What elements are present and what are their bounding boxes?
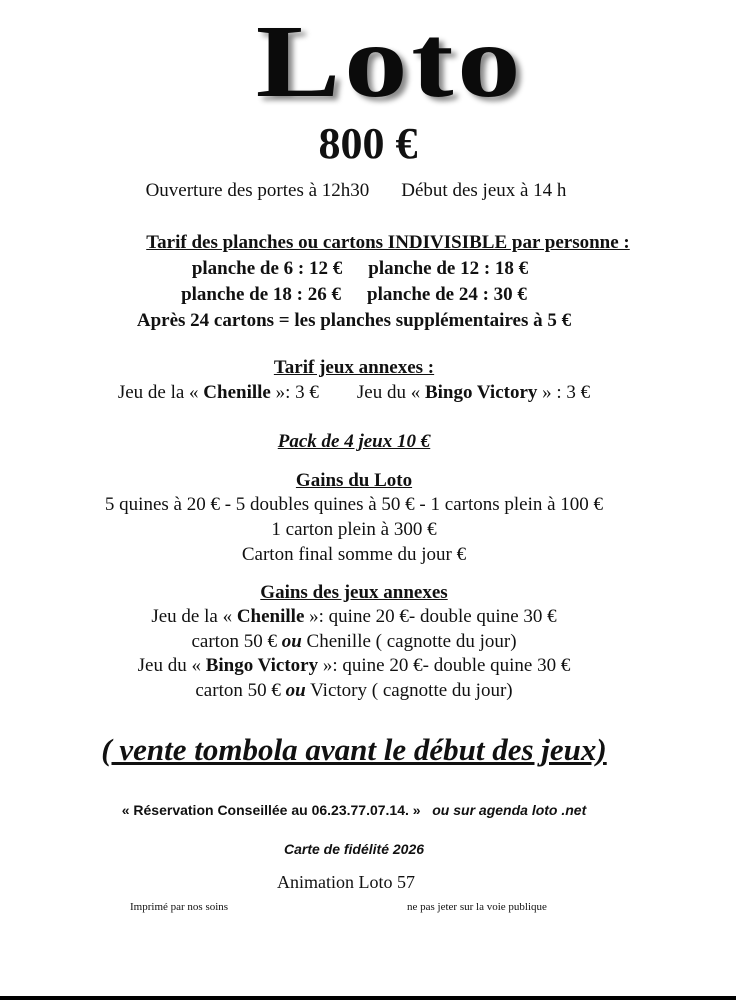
gains-loto-line: 1 carton plein à 300 €: [271, 519, 437, 540]
gains-bingo-line: Jeu du « Bingo Victory »: quine 20 €- double quine 30 €: [137, 655, 571, 676]
gains-annexes-header: Gains des jeux annexes: [260, 582, 448, 603]
annexes-prices: [0, 380, 722, 406]
annexes-header: Tarif jeux annexes :: [273, 357, 435, 378]
tarif-after-24: Après 24 cartons = les planches supplémentaires à 5 €: [136, 310, 572, 331]
door-opening-time: Ouverture des portes à 12h30: [145, 180, 370, 201]
loyalty-card: Carte de fidélité 2026: [283, 841, 425, 857]
gains-loto-header: Gains du Loto: [295, 470, 413, 491]
hours-line: [0, 178, 724, 204]
bottom-border: [0, 996, 736, 1000]
reservation-website: ou sur agenda loto .net: [432, 802, 587, 818]
poster-title: Loto: [255, 4, 525, 119]
pack-offer: Pack de 4 jeux 10 €: [277, 431, 431, 452]
annexes-bingo-price: Jeu du « Bingo Victory » : 3 €: [356, 382, 591, 403]
printed-note: Imprimé par nos soins: [130, 901, 229, 913]
tarif-planche-24: planche de 24 : 30 €: [367, 284, 527, 305]
jackpot-amount: 800 €: [318, 119, 418, 168]
reservation-phone: « Réservation Conseillée au 06.23.77.07.14. »: [121, 802, 421, 818]
annexes-chenille-price: Jeu de la « Chenille »: 3 €: [117, 382, 319, 403]
tarif-header: Tarif des planches ou cartons INDIVISIBLE par personne :: [146, 232, 630, 253]
gains-chenille-carton: carton 50 € ou Chenille ( cagnotte du jour): [191, 631, 517, 652]
tarif-row-2: [0, 282, 722, 308]
game-start-time: Début des jeux à 14 h: [401, 180, 567, 201]
tarif-planche-6: planche de 6 : 12 €: [191, 258, 343, 279]
gains-chenille-line: Jeu de la « Chenille »: quine 20 €- double quine 30 €: [151, 606, 557, 627]
tarif-planche-12: planche de 12 : 18 €: [368, 258, 529, 279]
reservation-line: [0, 800, 722, 820]
gains-loto-line: Carton final somme du jour €: [241, 544, 467, 565]
gains-bingo-carton: carton 50 € ou Victory ( cagnotte du jour): [195, 680, 513, 701]
tarif-row-1: [0, 256, 728, 282]
no-litter-note: ne pas jeter sur la voie publique: [407, 901, 547, 913]
organizer-name: Animation Loto 57: [277, 872, 415, 892]
tarif-planche-18: planche de 18 : 26 €: [181, 284, 341, 305]
gains-loto-line: 5 quines à 20 € - 5 doubles quines à 50 € - 1 cartons plein à 100 €: [104, 494, 604, 515]
raffle-notice: ( vente tombola avant le début des jeux): [101, 732, 607, 767]
